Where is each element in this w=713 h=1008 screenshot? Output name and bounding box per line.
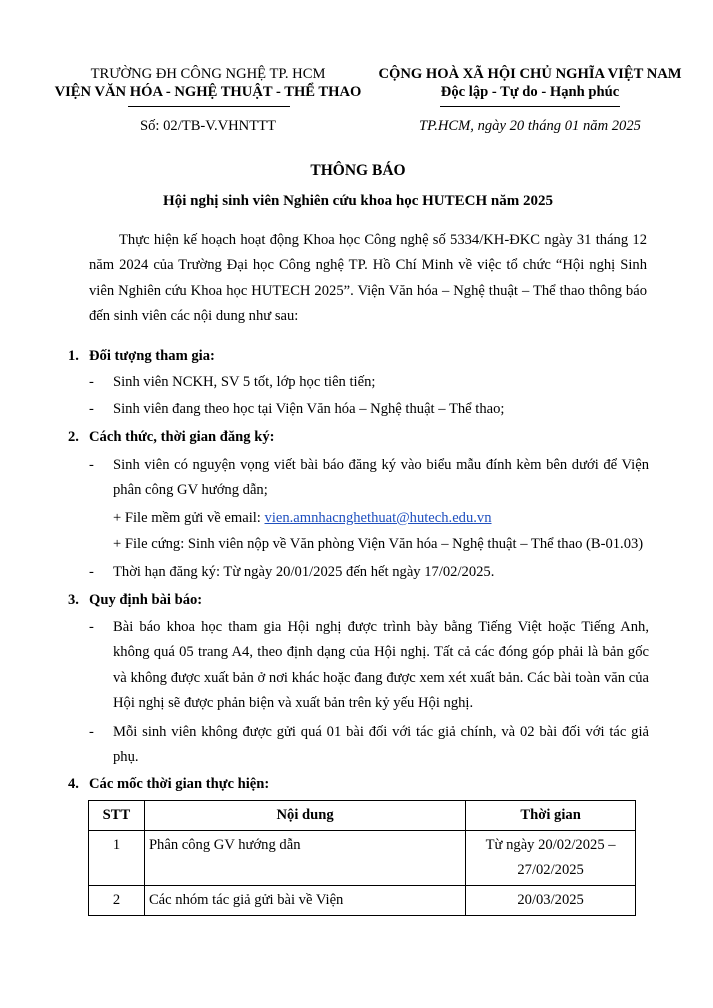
hardcopy-line: + File cứng: Sinh viên nộp về Văn phòng Viện Văn hóa – Nghệ thuật – Thể thao (B-01.03) — [113, 536, 644, 552]
intro-paragraph: Thực hiện kế hoạch hoạt động Khoa học Công nghệ số 5334/KH-ĐKC ngày 31 tháng 12 năm 2024 của Trường Đại học Công nghệ TP. Hồ Chí Minh về việc tổ chức “Hội nghị Sinh viên Nghiên cứu Khoa học HUTECH 2025”. Viện Văn hóa – Nghệ thuật – Thể thao thông báo đến sinh viên các nội dung như sau: — [89, 232, 647, 324]
bullet-dash: - — [89, 724, 94, 740]
section-title: Các mốc thời gian thực hiện: — [89, 776, 270, 792]
cell-time: 20/03/2025 — [466, 886, 636, 916]
university-name: TRƯỜNG ĐH CÔNG NGHỆ TP. HCM — [90, 66, 326, 82]
list-item: Sinh viên NCKH, SV 5 tốt, lớp học tiên tiến; — [113, 374, 376, 390]
section-2-heading — [68, 429, 275, 446]
column-header-stt: STT — [89, 801, 145, 831]
column-header-content: Nội dung — [144, 801, 465, 831]
cell-content: Các nhóm tác giả gửi bài về Viện — [144, 886, 465, 916]
section-number: 2. — [68, 429, 79, 445]
cell-time-line: 27/02/2025 — [517, 862, 584, 878]
bullet-dash: - — [89, 564, 94, 580]
email-label: + File mềm gửi về email: — [113, 510, 265, 526]
email-line — [113, 510, 492, 527]
list-item: Bài báo khoa học tham gia Hội nghị được trình bày bằng Tiếng Việt hoặc Tiếng Anh, không quá 05 trang A4, theo định dạng của Hội nghị. Tất cả các đóng góp phải là bản gốc và không được xuất bản ở nơi khác hoặc đang được xem xét xuất bản. Các bài toàn văn của Hội nghị sẽ được phản biện và xuất bản trên kỷ yếu Hội nghị. — [113, 619, 649, 711]
bullet-dash: - — [89, 401, 94, 417]
bullet-dash: - — [89, 457, 94, 473]
list-item: Thời hạn đăng ký: Từ ngày 20/01/2025 đến hết ngày 17/02/2025. — [113, 564, 495, 580]
institute-name: VIỆN VĂN HÓA - NGHỆ THUẬT - THỂ THAO — [54, 84, 362, 100]
header-left-underline — [128, 106, 290, 107]
document-title: THÔNG BÁO — [310, 162, 406, 179]
table-header-row — [89, 801, 636, 831]
section-4-heading — [68, 776, 269, 793]
section-title: Cách thức, thời gian đăng ký: — [89, 429, 275, 445]
cell-stt: 2 — [89, 886, 145, 916]
cell-time — [466, 831, 636, 886]
email-link[interactable]: vien.amnhacnghethuat@hutech.edu.vn — [264, 510, 492, 526]
table-row — [89, 831, 636, 886]
section-number: 4. — [68, 776, 79, 792]
cell-content: Phân công GV hướng dẫn — [144, 831, 465, 886]
header-right-underline — [440, 106, 620, 107]
section-title: Quy định bài báo: — [89, 592, 203, 608]
national-motto: Độc lập - Tự do - Hạnh phúc — [440, 84, 620, 100]
bullet-dash: - — [89, 374, 94, 390]
section-title: Đối tượng tham gia: — [89, 348, 215, 364]
document-number: Số: 02/TB-V.VHNTTT — [140, 118, 276, 134]
section-3-heading — [68, 592, 202, 609]
cell-time-line: Từ ngày 20/02/2025 – — [485, 837, 616, 853]
table-row — [89, 886, 636, 916]
section-number: 1. — [68, 348, 79, 364]
section-1-heading — [68, 348, 215, 365]
bullet-dash: - — [89, 619, 94, 635]
list-item: Sinh viên đang theo học tại Viện Văn hóa – Nghệ thuật – Thể thao; — [113, 401, 505, 417]
column-header-time: Thời gian — [466, 801, 636, 831]
cell-stt: 1 — [89, 831, 145, 886]
timeline-table — [88, 800, 636, 916]
national-title: CỘNG HOÀ XÃ HỘI CHỦ NGHĨA VIỆT NAM — [378, 66, 682, 82]
section-number: 3. — [68, 592, 79, 608]
document-date: TP.HCM, ngày 20 tháng 01 năm 2025 — [419, 118, 641, 134]
list-item: Sinh viên có nguyện vọng viết bài báo đăng ký vào biểu mẫu đính kèm bên dưới để Viện phân công GV hướng dẫn; — [113, 457, 649, 499]
list-item: Mỗi sinh viên không được gửi quá 01 bài đối với tác giả chính, và 02 bài đối với tác giả phụ. — [113, 724, 649, 766]
document-subtitle: Hội nghị sinh viên Nghiên cứu khoa học HUTECH năm 2025 — [163, 193, 553, 209]
